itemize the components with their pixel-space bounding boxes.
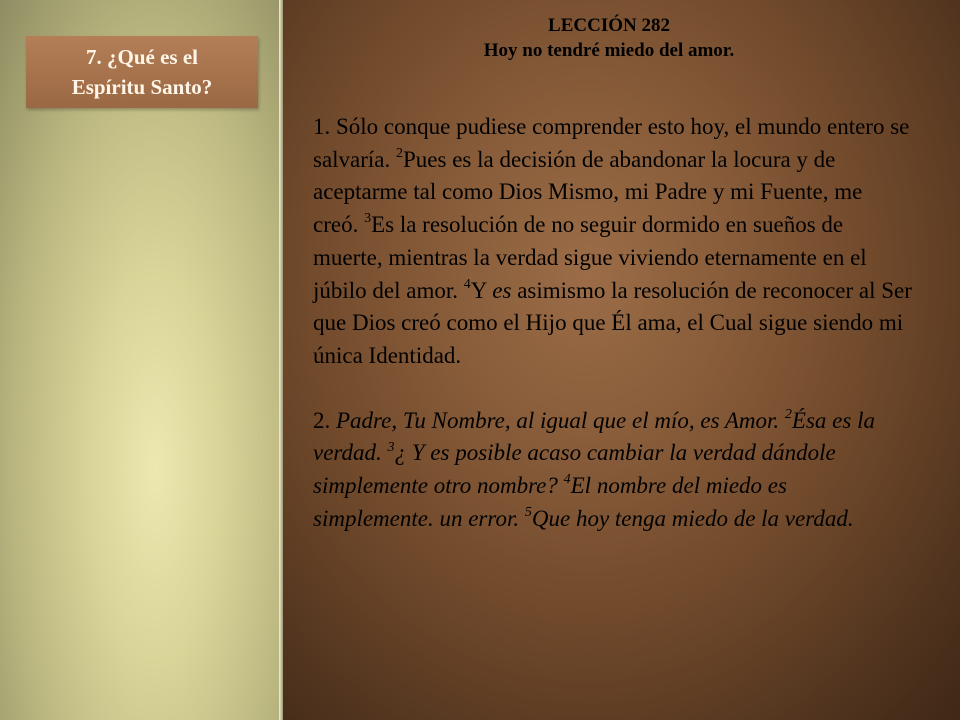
paragraph-1-number: 1. — [313, 114, 331, 139]
paragraph-2-superscript-3: 3 — [387, 439, 395, 455]
lesson-number: LECCIÓN 282 — [548, 15, 670, 36]
lesson-body — [313, 111, 913, 535]
paragraph-2-sentence-3: ¿ Y es posible acaso cambiar la verdad dándole simplemente otro nombre? — [313, 440, 836, 499]
section-title-box — [26, 36, 258, 108]
paragraph-1-sentence-4a: Y — [470, 277, 487, 303]
section-title-line2: Espíritu Santo? — [71, 75, 213, 99]
paragraph-2-superscript-4: 4 — [563, 472, 571, 488]
section-title-line1: 7. ¿Qué es el — [86, 45, 198, 69]
left-background-panel — [0, 0, 282, 720]
paragraph-2-superscript-5: 5 — [524, 505, 532, 521]
lesson-title: Hoy no tendré miedo del amor. — [483, 40, 735, 61]
paragraph-1-sentence-3: Es la resolución de no seguir dormido en sueños de muerte, mientras la verdad sigue viviendo eternamente en el júbilo del amor. — [313, 212, 867, 303]
paragraph-1-superscript-3: 3 — [364, 211, 372, 227]
lesson-header — [313, 13, 905, 63]
paragraph-1-superscript-2: 2 — [396, 146, 404, 162]
paragraph-1 — [313, 111, 913, 373]
paragraph-2-superscript-2: 2 — [784, 406, 792, 422]
paragraph-1-emphasis: es — [492, 277, 512, 303]
paragraph-1-sentence-4b: asimismo la resolución de reconocer al Ser que Dios creó como el Hijo que Él ama, el Cual sigue siendo mi única Identidad. — [313, 277, 912, 368]
paragraph-2-sentence-4: El nombre del miedo es simplemente. un error. — [313, 473, 787, 531]
paragraph-1-superscript-4: 4 — [463, 276, 471, 292]
paragraph-2-sentence-5: Que hoy tenga miedo de la verdad. — [531, 505, 854, 531]
paragraph-2-sentence-2: Ésa es la verdad. — [313, 407, 875, 466]
paragraph-2 — [313, 405, 913, 536]
paragraph-1-sentence-1: Sólo conque pudiese comprender esto hoy, el mundo entero se salvaría. — [313, 114, 910, 172]
paragraph-2-number: 2. — [313, 407, 331, 433]
paragraph-2-sentence-1: Padre, Tu Nombre, al igual que el mío, es Amor. — [336, 407, 780, 433]
paragraph-1-sentence-2: Pues es la decisión de abandonar la locura y de aceptarme tal como Dios Mismo, mi Padre y mi Fuente, me creó. — [313, 146, 863, 238]
